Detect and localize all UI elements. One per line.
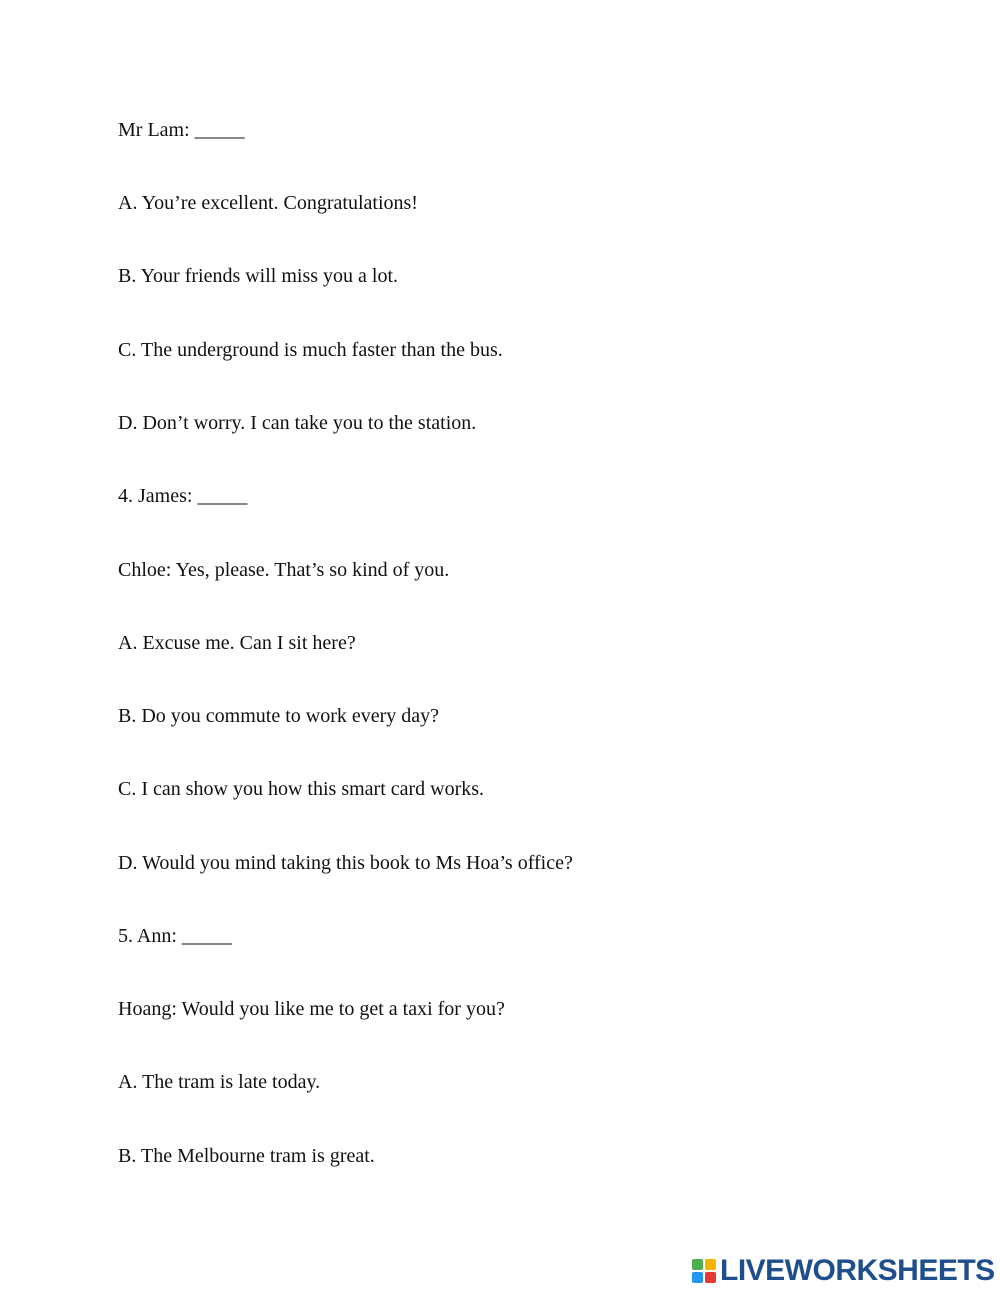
option-d: D. Don’t worry. I can take you to the station. xyxy=(118,412,477,434)
logo-mark-cell xyxy=(705,1272,716,1283)
option-c: C. The underground is much faster than the bus. xyxy=(118,339,503,361)
option-a: A. Excuse me. Can I sit here? xyxy=(118,632,356,654)
question-5-prompt: 5. Ann: _____ xyxy=(118,925,232,947)
logo-mark-cell xyxy=(692,1259,703,1270)
dialogue-line-chloe: Chloe: Yes, please. That’s so kind of you. xyxy=(118,559,450,581)
dialogue-line-hoang: Hoang: Would you like me to get a taxi for you? xyxy=(118,998,505,1020)
liveworksheets-logo xyxy=(692,1256,995,1286)
option-a: A. The tram is late today. xyxy=(118,1071,321,1093)
option-b: B. The Melbourne tram is great. xyxy=(118,1145,375,1167)
option-b: B. Your friends will miss you a lot. xyxy=(118,265,399,287)
question-4-prompt: 4. James: _____ xyxy=(118,485,248,507)
liveworksheets-logo-icon xyxy=(692,1259,716,1283)
option-b: B. Do you commute to work every day? xyxy=(118,705,440,727)
option-a: A. You’re excellent. Congratulations! xyxy=(118,192,418,214)
logo-text: LIVEWORKSHEETS xyxy=(720,1254,995,1287)
option-c: C. I can show you how this smart card works. xyxy=(118,778,485,800)
logo-mark-cell xyxy=(692,1272,703,1283)
option-d: D. Would you mind taking this book to Ms Hoa’s office? xyxy=(118,852,573,874)
logo-mark-cell xyxy=(705,1259,716,1270)
dialogue-line-mr-lam: Mr Lam: _____ xyxy=(118,119,245,141)
